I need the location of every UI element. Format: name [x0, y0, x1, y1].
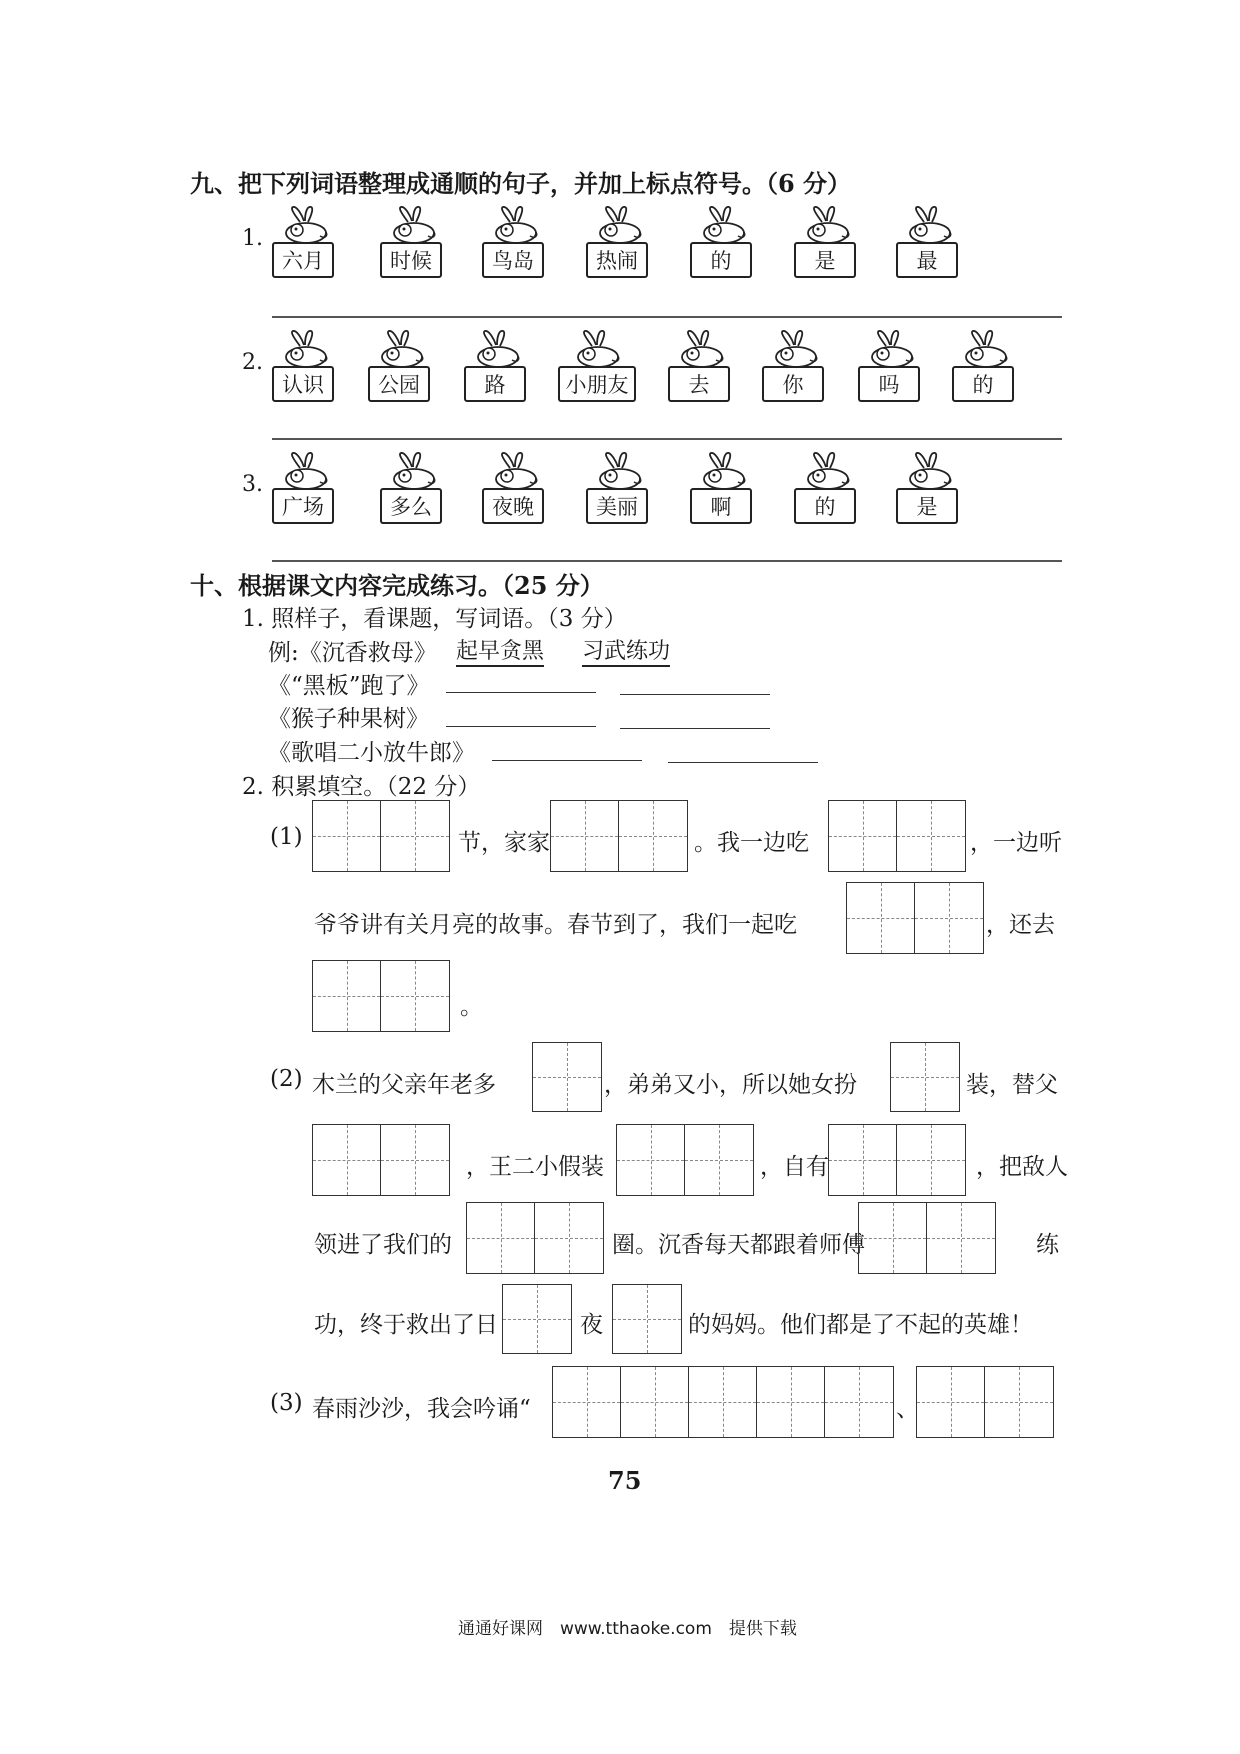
word-card: [858, 330, 922, 404]
word-box: 吗: [858, 366, 920, 402]
lesson-title: 《猴子种果树》: [268, 706, 429, 732]
rabbit-icon: [490, 452, 542, 490]
word-box: 去: [668, 366, 730, 402]
example-prefix: 例:《沉香救母》: [268, 640, 437, 666]
text-span: ，一边听: [970, 830, 1062, 856]
word-box: 路: [464, 366, 526, 402]
blank-line[interactable]: [620, 694, 770, 695]
word-box: 热闹: [586, 242, 648, 278]
tianzige-box[interactable]: [552, 1366, 894, 1438]
rabbit-icon: [698, 452, 750, 490]
word-card: [482, 206, 546, 280]
word-card: [668, 330, 732, 404]
text-span: 的妈妈。他们都是了不起的英雄！: [688, 1312, 1033, 1338]
tianzige-box[interactable]: [502, 1284, 572, 1354]
rabbit-icon: [802, 206, 854, 244]
word-card: [482, 452, 546, 526]
rabbit-icon: [388, 206, 440, 244]
rabbit-icon: [960, 330, 1012, 368]
word-card: [690, 206, 754, 280]
text-span: 节，家家: [458, 830, 550, 856]
text-span: 夜: [580, 1312, 603, 1338]
tianzige-box[interactable]: [890, 1042, 960, 1112]
rabbit-icon: [388, 452, 440, 490]
tianzige-box[interactable]: [312, 1124, 450, 1196]
page-number: 75: [608, 1466, 642, 1495]
word-box: 六月: [272, 242, 334, 278]
text-span: ，弟弟又小，所以她女扮: [604, 1072, 857, 1098]
tianzige-box[interactable]: [916, 1366, 1054, 1438]
word-box: 啊: [690, 488, 752, 524]
word-box: 是: [794, 242, 856, 278]
word-box: 时候: [380, 242, 442, 278]
blank-line[interactable]: [446, 692, 596, 693]
text-span: 领进了我们的: [314, 1232, 452, 1258]
rabbit-icon: [280, 452, 332, 490]
word-card: [368, 330, 432, 404]
word-box: 公园: [368, 366, 430, 402]
word-card: [794, 452, 858, 526]
word-card: [952, 330, 1016, 404]
text-span: 爷爷讲有关月亮的故事。春节到了，我们一起吃: [314, 912, 797, 938]
word-box: 多么: [380, 488, 442, 524]
lesson-title: 《歌唱二小放牛郎》: [268, 740, 475, 766]
row-2-number: 2.: [242, 350, 263, 375]
text-span: 练: [1036, 1232, 1059, 1258]
blank-line[interactable]: [492, 760, 642, 761]
text-span: 、: [896, 1396, 919, 1422]
rabbit-icon: [866, 330, 918, 368]
text-span: 圈。沉香每天都跟着师傅: [612, 1232, 865, 1258]
word-box: 最: [896, 242, 958, 278]
word-card: [586, 452, 650, 526]
tianzige-box[interactable]: [550, 800, 688, 872]
rabbit-icon: [904, 206, 956, 244]
question-1-label: 1. 照样子，看课题，写词语。（3 分）: [242, 606, 627, 632]
tianzige-box[interactable]: [828, 1124, 966, 1196]
word-card: [794, 206, 858, 280]
tianzige-box[interactable]: [466, 1202, 604, 1274]
rabbit-icon: [904, 452, 956, 490]
footer-text: 通通好课网 www.tthaoke.com 提供下载: [458, 1619, 797, 1639]
rabbit-icon: [594, 206, 646, 244]
word-card: [896, 206, 960, 280]
section-9-title: 九、把下列词语整理成通顺的句子，并加上标点符号。（6 分）: [190, 169, 852, 198]
tianzige-box[interactable]: [312, 960, 450, 1032]
row-3-number: 3.: [242, 472, 263, 497]
word-box: 的: [794, 488, 856, 524]
word-card: [272, 452, 336, 526]
question-2-label: 2. 积累填空。（22 分）: [242, 774, 481, 800]
text-span: 。: [460, 994, 483, 1020]
example-word: 习武练功: [582, 634, 670, 667]
row-1-number: 1.: [242, 226, 263, 251]
word-card: [380, 452, 444, 526]
rabbit-icon: [280, 206, 332, 244]
text-span: ，还去: [986, 912, 1055, 938]
answer-line-1[interactable]: [272, 316, 1062, 318]
blank-line[interactable]: [620, 728, 770, 729]
text-span: 春雨沙沙，我会吟诵“: [312, 1396, 531, 1422]
rabbit-icon: [472, 330, 524, 368]
word-box: 的: [690, 242, 752, 278]
rabbit-icon: [698, 206, 750, 244]
rabbit-icon: [572, 330, 624, 368]
rabbit-icon: [594, 452, 646, 490]
answer-line-2[interactable]: [272, 438, 1062, 440]
word-card: [558, 330, 636, 404]
part-2-number: (2): [270, 1066, 303, 1092]
word-card: [896, 452, 960, 526]
tianzige-box[interactable]: [846, 882, 984, 954]
rabbit-icon: [770, 330, 822, 368]
word-box: 小朋友: [558, 366, 636, 402]
word-card: [464, 330, 528, 404]
word-box: 认识: [272, 366, 334, 402]
text-span: 功，终于救出了日: [314, 1312, 498, 1338]
text-span: 。我一边吃: [694, 830, 809, 856]
word-box: 广场: [272, 488, 334, 524]
word-card: [272, 330, 336, 404]
text-span: ，把敌人: [976, 1154, 1068, 1180]
tianzige-box[interactable]: [858, 1202, 996, 1274]
text-span: ，王二小假装: [466, 1154, 604, 1180]
section-10-title: 十、根据课文内容完成练习。（25 分）: [190, 571, 604, 600]
rabbit-icon: [676, 330, 728, 368]
rabbit-icon: [376, 330, 428, 368]
word-box: 是: [896, 488, 958, 524]
text-span: ，自有: [760, 1154, 829, 1180]
tianzige-box[interactable]: [312, 800, 450, 872]
lesson-title: 《“黑板”跑了》: [268, 673, 430, 699]
answer-line-3[interactable]: [272, 560, 1062, 562]
word-box: 鸟岛: [482, 242, 544, 278]
rabbit-icon: [280, 330, 332, 368]
rabbit-icon: [490, 206, 542, 244]
example-word: 起早贪黑: [456, 634, 544, 667]
blank-line[interactable]: [446, 726, 596, 727]
tianzige-box[interactable]: [532, 1042, 602, 1112]
text-span: 木兰的父亲年老多: [312, 1072, 496, 1098]
part-1-number: (1): [270, 824, 303, 850]
tianzige-box[interactable]: [616, 1124, 754, 1196]
word-box: 夜晚: [482, 488, 544, 524]
text-span: 装，替父: [966, 1072, 1058, 1098]
word-card: [586, 206, 650, 280]
word-card: [690, 452, 754, 526]
word-card: [380, 206, 444, 280]
word-card: [272, 206, 336, 280]
tianzige-box[interactable]: [612, 1284, 682, 1354]
word-box: 美丽: [586, 488, 648, 524]
rabbit-icon: [802, 452, 854, 490]
blank-line[interactable]: [668, 762, 818, 763]
part-3-number: (3): [270, 1390, 303, 1416]
word-box: 的: [952, 366, 1014, 402]
word-card: [762, 330, 826, 404]
word-box: 你: [762, 366, 824, 402]
tianzige-box[interactable]: [828, 800, 966, 872]
